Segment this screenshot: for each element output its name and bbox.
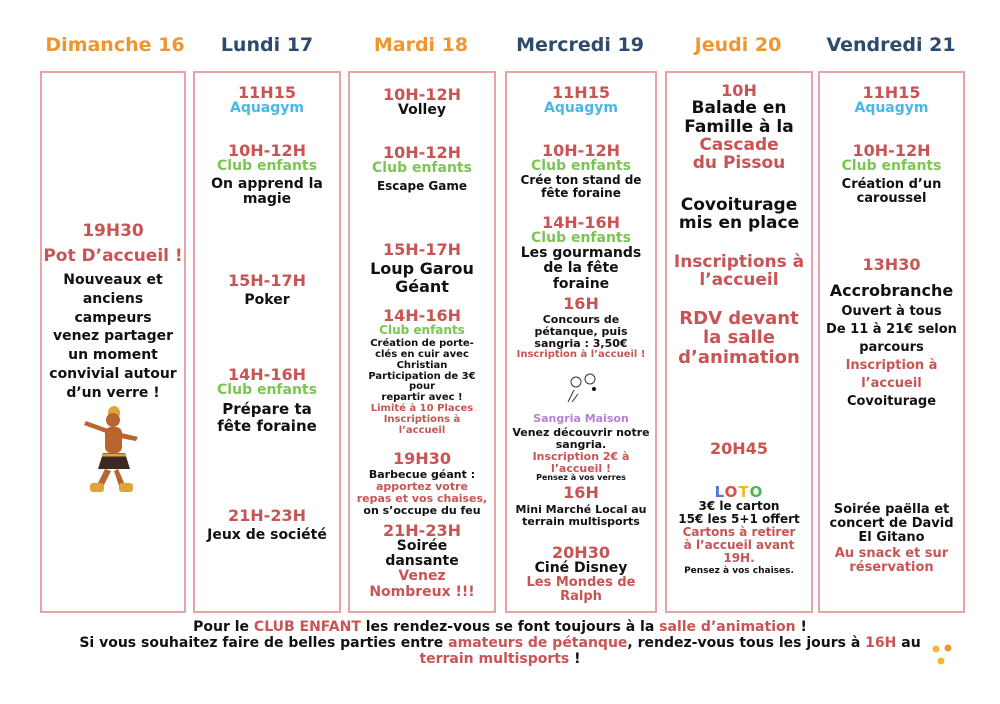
event-mercredi-aquagym (507, 84, 655, 116)
event-small-note: Pensez à vos chaises. (684, 566, 794, 577)
event-vendredi-accrobranche (820, 256, 963, 412)
event-time: 10H-12H (383, 85, 461, 104)
footer-line-2: Si vous souhaitez faire de belles parties entre amateurs de pétanque, rendez-vous tous les jours à 16H au (79, 635, 921, 651)
event-label: Club enfants (379, 323, 465, 338)
day-header-jeudi: Jeudi 20 (694, 34, 782, 56)
event-description: Mini Marché Local au terrain multisports (515, 503, 647, 529)
event-note: Les Mondes de Ralph (526, 575, 636, 605)
event-description: Soirée paëlla et concert de David El Gitano (829, 502, 954, 546)
event-lundi-poker (195, 272, 339, 308)
event-time: 20H30 (552, 543, 610, 562)
event-description: Poker (244, 292, 290, 309)
event-label: Club enfants (531, 230, 631, 247)
event-time: 19H30 (393, 449, 451, 468)
event-note: Venez Nombreux !!! (369, 568, 475, 600)
event-mardi-soiree (350, 522, 494, 600)
event-time: 16H (563, 294, 599, 313)
petanque-balls-icon (564, 372, 604, 404)
event-description: Création d’un caroussel (841, 177, 942, 207)
event-mercredi-gourmands (507, 214, 655, 292)
footer-line-1: Pour le CLUB ENFANT les rendez-vous se font toujours à la salle d’animation ! (193, 619, 807, 635)
event-vendredi-paella (820, 503, 963, 575)
event-note: Au snack et sur réservation (834, 546, 949, 576)
loto-logo: LOTO (714, 483, 764, 502)
event-time: 20H45 (710, 439, 768, 458)
event-lundi-club-magie (195, 142, 339, 208)
event-description: Prépare ta fête foraine (217, 400, 317, 435)
event-description: Escape Game (376, 179, 468, 194)
event-description: Venez découvrir notre sangria. (512, 425, 650, 451)
event-note: Cartons à retirer à l’accueil avant 19H. (682, 525, 796, 566)
event-lundi-aquagym (195, 84, 339, 116)
event-description: Soirée dansante (385, 538, 459, 570)
event-mercredi-cine (507, 544, 655, 604)
event-vendredi-caroussel (820, 142, 963, 206)
event-mercredi-marche (507, 484, 655, 528)
event-time: 19H30 (82, 221, 144, 241)
event-description: Crée ton stand de fête foraine (520, 173, 642, 201)
event-time: 10H-12H (228, 141, 306, 160)
event-description: Barbecue géant : (368, 468, 476, 482)
event-lundi-club-fete (195, 366, 339, 434)
event-mercredi-petanque (507, 295, 655, 361)
event-note: apportez votre repas et vos chaises, (356, 480, 488, 506)
event-note: Inscription 2€ à l’accueil ! (532, 449, 630, 475)
event-description: Ciné Disney (534, 560, 628, 577)
event-lundi-jeux (195, 507, 339, 543)
dancer-illustration (78, 403, 146, 495)
event-jeudi-inscriptions: Inscriptions à l’accueil (673, 252, 805, 291)
event-jeudi-covoiturage: Covoiturage mis en place (678, 195, 800, 234)
event-title: Pot D’accueil ! (43, 246, 183, 267)
event-time: 15H-17H (383, 240, 461, 259)
event-mercredi-sangria (507, 413, 655, 483)
event-jeudi-rdv: RDV devant la salle d’animation (678, 308, 800, 368)
event-description: 3€ le carton 15€ les 5+1 offert (678, 499, 800, 527)
event-time: 10H-12H (542, 141, 620, 160)
event-time: 21H-23H (228, 506, 306, 525)
event-mardi-volley (350, 86, 494, 118)
event-small-note: Pensez à vos verres (536, 473, 626, 483)
event-jeudi-loto (667, 440, 811, 577)
event-label: Club enfants (217, 158, 317, 175)
event-label: Aquagym (543, 100, 618, 117)
event-note: Inscription à l’accueil (845, 358, 938, 392)
footer-line-3: terrain multisports ! (419, 651, 581, 667)
event-label: Club enfants (217, 382, 317, 399)
event-pot-accueil (42, 222, 184, 403)
event-time: 21H-23H (383, 521, 461, 540)
event-time: 14H-16H (383, 306, 461, 325)
event-description-2: on s’occupe du feu (363, 503, 481, 517)
day-header-mardi: Mardi 18 (373, 34, 469, 56)
event-description: Balade en Famille à la (684, 98, 794, 137)
event-label: Aquagym (229, 100, 304, 117)
event-title: Accrobranche (829, 281, 954, 301)
event-time: 14H-16H (542, 213, 620, 232)
event-time: 10H-12H (852, 141, 931, 160)
event-vendredi-aquagym (820, 84, 963, 116)
event-label: Sangria Maison (533, 412, 629, 425)
event-description: Nouveaux et anciens campeurs venez partager un moment convivial autour d’un verre ! (49, 271, 177, 402)
day-header-lundi: Lundi 17 (220, 34, 314, 56)
event-label: Club enfants (841, 158, 942, 175)
event-jeudi-balade (667, 82, 811, 173)
event-label: Club enfants (372, 160, 472, 177)
event-time: 15H-17H (228, 271, 306, 290)
event-description-2: Covoiturage (846, 394, 937, 410)
event-time: 14H-16H (228, 365, 306, 384)
day-header-vendredi: Vendredi 21 (826, 34, 956, 56)
event-description: Création de porte- clés en cuir avec Christian Participation de 3€ pour repartir avec ! (368, 338, 476, 404)
day-header-dimanche: Dimanche 16 (45, 34, 185, 56)
event-mardi-loup-garou (350, 241, 494, 295)
event-mardi-barbecue (350, 450, 494, 517)
event-description: Loup Garou Géant (370, 259, 474, 296)
event-time: 11H15 (238, 83, 296, 102)
event-note: Cascade du Pissou (692, 134, 786, 174)
event-label: Club enfants (531, 158, 631, 175)
event-note: Inscription à l’accueil ! (516, 348, 646, 360)
event-time: 11H15 (862, 83, 921, 102)
event-mercredi-stand (507, 142, 655, 200)
event-description: Jeux de société (207, 527, 327, 544)
day-header-mercredi: Mercredi 19 (516, 34, 644, 56)
event-description: Volley (398, 102, 446, 119)
event-time: 16H (563, 483, 599, 502)
event-time: 10H-12H (383, 143, 461, 162)
event-time: 10H (721, 81, 757, 100)
event-time: 13H30 (862, 255, 921, 274)
decorative-dots-icon (928, 640, 958, 670)
event-description: Concours de pétanque, puis sangria : 3,50€ (534, 313, 628, 351)
event-label: Aquagym (854, 100, 929, 117)
event-description: Ouvert à tous De 11 à 21€ selon parcours (826, 303, 957, 355)
event-mardi-escape (350, 144, 494, 193)
event-time: 11H15 (552, 83, 610, 102)
event-description: On apprend la magie (211, 176, 323, 208)
event-mardi-porte-cles (350, 307, 494, 436)
event-note: Limité à 10 Places Inscriptions à l’accueil (370, 403, 474, 436)
event-description: Les gourmands de la fête foraine (520, 245, 642, 292)
